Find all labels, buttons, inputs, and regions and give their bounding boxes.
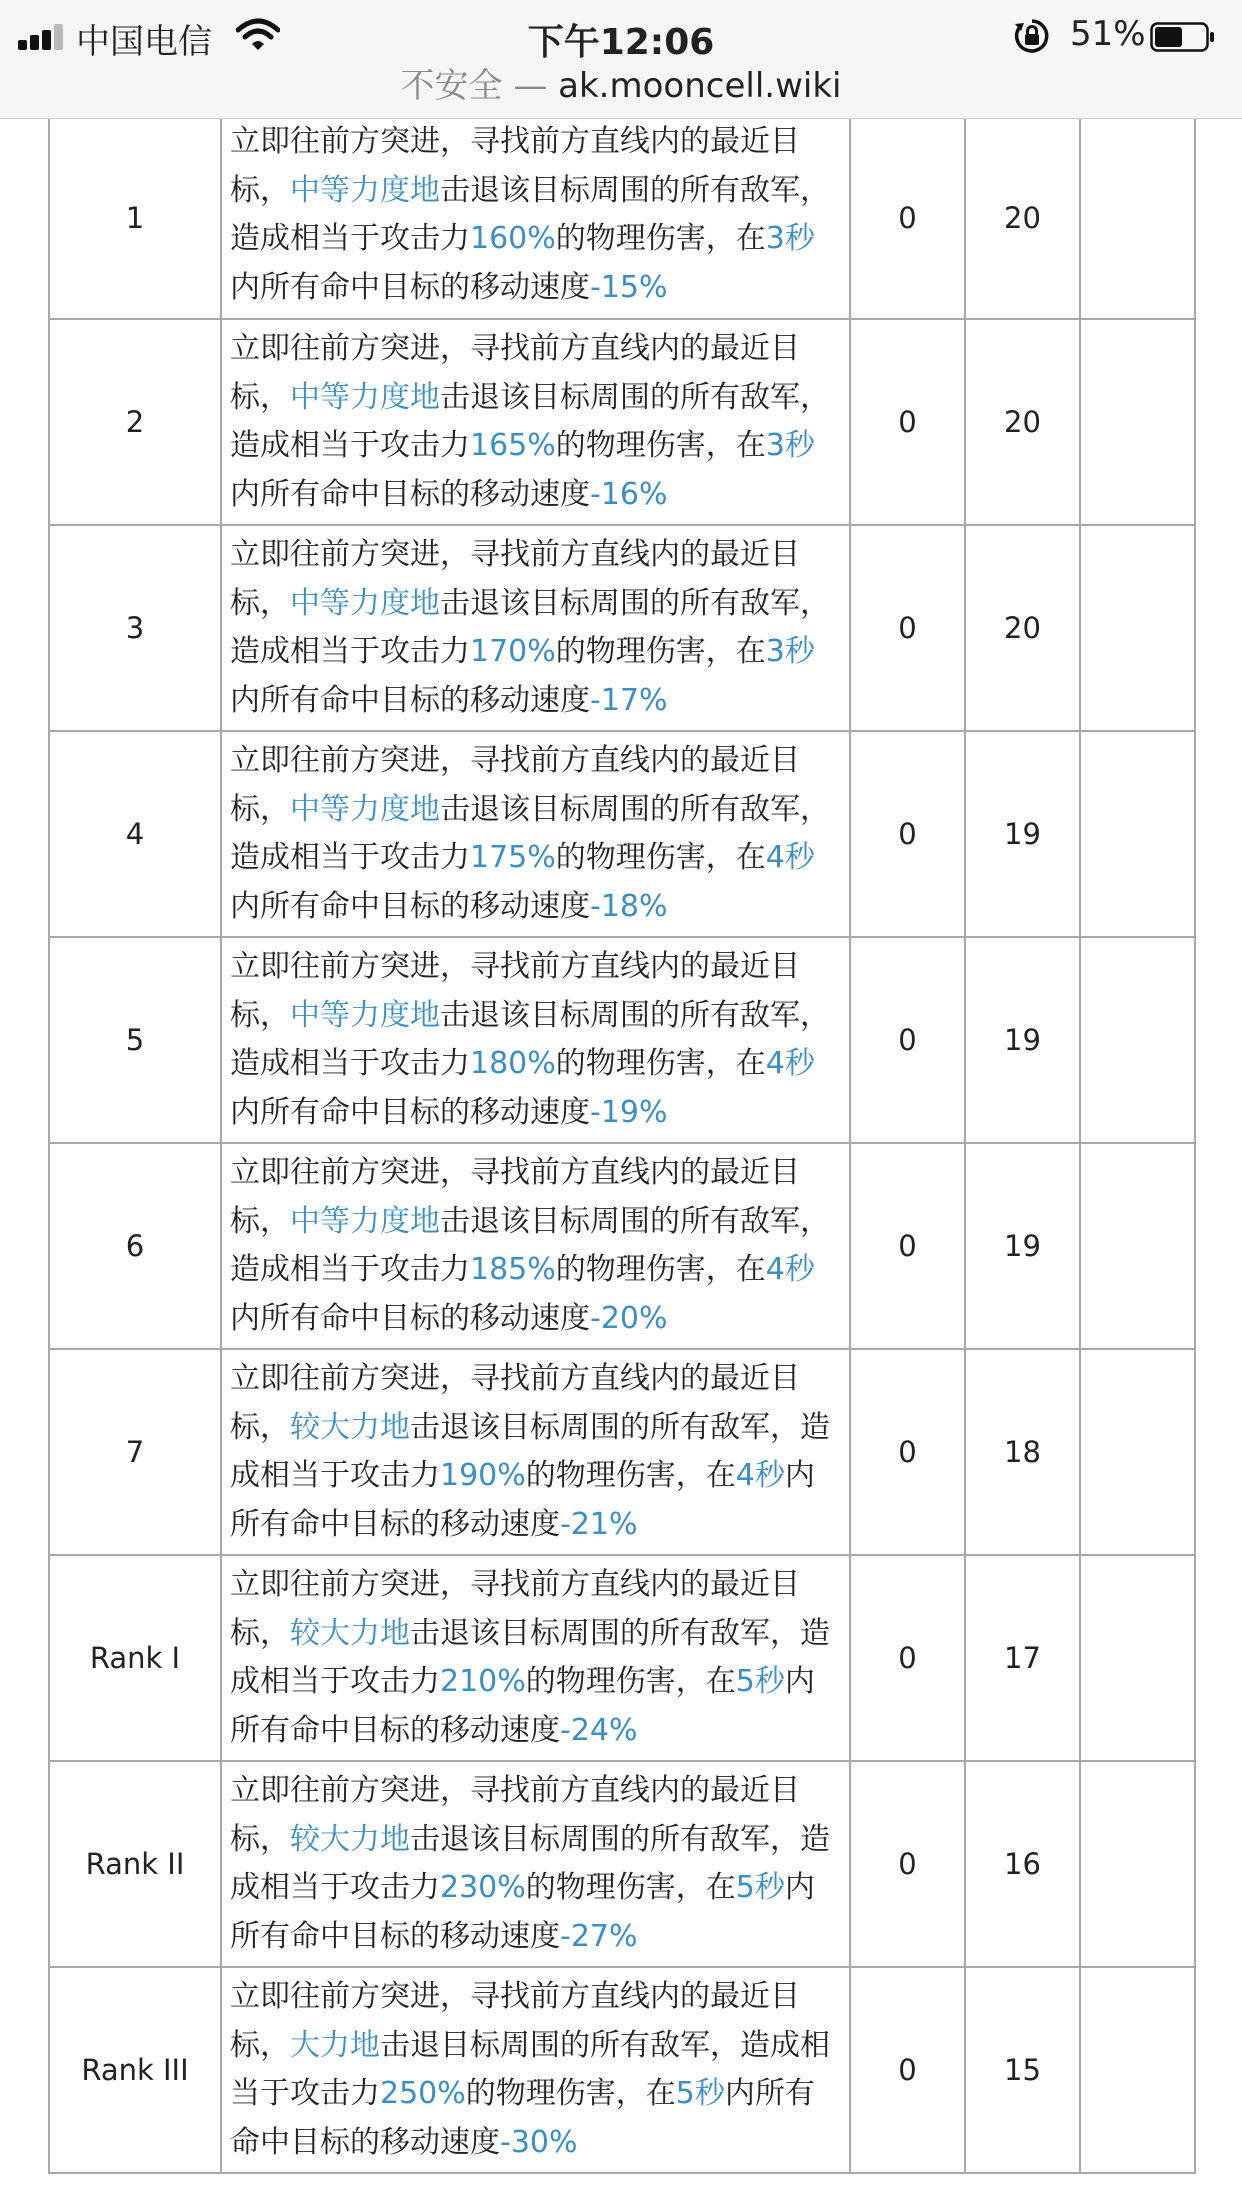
sp-cost-cell: 18 <box>965 1349 1080 1555</box>
highlighted-value: 大力地 <box>290 2027 380 2063</box>
level-cell: Rank III <box>49 1967 221 2173</box>
description-cell <box>221 1555 850 1761</box>
description-text: 的物理伤害，在 <box>555 634 766 669</box>
description-text: 的物理伤害，在 <box>555 1046 766 1081</box>
highlighted-value: -17% <box>590 682 668 718</box>
duration-cell <box>1080 937 1195 1143</box>
level-cell: Rank II <box>49 1761 221 1967</box>
highlighted-value: -15% <box>590 269 668 305</box>
description-text: 立即往前方突进，寻找前方直线内的最近目标， <box>230 949 800 1033</box>
description-text: 的物理伤害，在 <box>555 1252 766 1287</box>
address-bar[interactable] <box>0 58 1242 107</box>
highlighted-value: 185% <box>470 1252 556 1287</box>
table-row <box>49 937 1195 1143</box>
description-text: 击退该目标周围的所有敌军，造成相当于攻击力 <box>230 1409 830 1493</box>
description-text: 内所有命中目标的移动速度 <box>230 1870 815 1954</box>
table-row <box>49 731 1195 937</box>
sp-cost-cell: 20 <box>965 118 1080 319</box>
highlighted-value: 4秒 <box>765 1252 815 1287</box>
duration-cell <box>1080 1349 1195 1555</box>
initial-sp-cell: 0 <box>850 1555 965 1761</box>
description-text: 击退目标周围的所有敌军，造成相当于攻击力 <box>230 2027 830 2111</box>
highlighted-value: 中等力度地 <box>290 997 440 1033</box>
sp-cost-cell: 17 <box>965 1555 1080 1761</box>
description-text: 内所有命中目标的移动速度 <box>230 682 590 718</box>
sp-cost-cell: 19 <box>965 731 1080 937</box>
skill-level-table <box>48 118 1196 2174</box>
description-text: 内所有命中目标的移动速度 <box>230 1094 590 1130</box>
battery-icon <box>1150 22 1216 52</box>
description-cell <box>221 1143 850 1349</box>
description-text: 立即往前方突进，寻找前方直线内的最近目标， <box>230 1361 800 1445</box>
sp-cost-cell: 20 <box>965 525 1080 731</box>
description-text: 内所有命中目标的移动速度 <box>230 1300 590 1336</box>
description-cell <box>221 937 850 1143</box>
description-cell <box>221 1349 850 1555</box>
table-row <box>49 1555 1195 1761</box>
highlighted-value: -21% <box>560 1506 638 1542</box>
duration-cell <box>1080 1967 1195 2173</box>
level-cell: Rank I <box>49 1555 221 1761</box>
description-cell <box>221 118 850 319</box>
initial-sp-cell: 0 <box>850 731 965 937</box>
highlighted-value: 中等力度地 <box>290 379 440 415</box>
sp-cost-cell: 19 <box>965 937 1080 1143</box>
description-text: 击退该目标周围的所有敌军，造成相当于攻击力 <box>230 791 830 875</box>
highlighted-value: -16% <box>590 476 668 512</box>
description-text: 立即往前方突进，寻找前方直线内的最近目标， <box>230 1155 800 1239</box>
highlighted-value: 165% <box>470 428 556 463</box>
highlighted-value: 3秒 <box>765 428 815 463</box>
description-text: 内所有命中目标的移动速度 <box>230 888 590 924</box>
description-text: 立即往前方突进，寻找前方直线内的最近目标， <box>230 124 800 208</box>
duration-cell <box>1080 731 1195 937</box>
initial-sp-cell: 0 <box>850 937 965 1143</box>
highlighted-value: -27% <box>560 1918 638 1954</box>
highlighted-value: 170% <box>470 634 556 669</box>
description-text: 内所有命中目标的移动速度 <box>230 2076 815 2160</box>
description-cell <box>221 1761 850 1967</box>
duration-cell <box>1080 1555 1195 1761</box>
description-text: 立即往前方突进，寻找前方直线内的最近目标， <box>230 1567 800 1651</box>
level-cell: 3 <box>49 525 221 731</box>
initial-sp-cell: 0 <box>850 525 965 731</box>
highlighted-value: 中等力度地 <box>290 1203 440 1239</box>
url-domain: ak.mooncell.wiki <box>558 66 842 106</box>
highlighted-value: 5秒 <box>675 2076 725 2111</box>
description-text: 击退该目标周围的所有敌军，造成相当于攻击力 <box>230 585 830 669</box>
table-row <box>49 319 1195 525</box>
highlighted-value: 较大力地 <box>290 1615 410 1651</box>
highlighted-value: 4秒 <box>765 1046 815 1081</box>
rotation-lock-icon <box>1014 18 1050 54</box>
description-text: 的物理伤害，在 <box>525 1664 736 1699</box>
description-cell <box>221 731 850 937</box>
highlighted-value: 4秒 <box>765 840 815 875</box>
highlighted-value: 中等力度地 <box>290 791 440 827</box>
highlighted-value: 3秒 <box>765 634 815 669</box>
initial-sp-cell: 0 <box>850 118 965 319</box>
description-text: 的物理伤害，在 <box>525 1458 736 1493</box>
level-cell: 6 <box>49 1143 221 1349</box>
description-text: 内所有命中目标的移动速度 <box>230 1458 815 1542</box>
description-text: 立即往前方突进，寻找前方直线内的最近目标， <box>230 537 800 621</box>
highlighted-value: -24% <box>560 1712 638 1748</box>
description-text: 的物理伤害，在 <box>555 840 766 875</box>
level-cell: 7 <box>49 1349 221 1555</box>
security-label: 不安全 <box>400 66 503 106</box>
level-cell: 1 <box>49 118 221 319</box>
browser-top-bar <box>0 0 1242 119</box>
highlighted-value: 210% <box>440 1664 526 1699</box>
description-text: 立即往前方突进，寻找前方直线内的最近目标， <box>230 331 800 415</box>
description-cell <box>221 1967 850 2173</box>
level-cell: 2 <box>49 319 221 525</box>
description-text: 立即往前方突进，寻找前方直线内的最近目标， <box>230 743 800 827</box>
highlighted-value: 较大力地 <box>290 1409 410 1445</box>
description-text: 内所有命中目标的移动速度 <box>230 476 590 512</box>
initial-sp-cell: 0 <box>850 1143 965 1349</box>
description-cell <box>221 525 850 731</box>
description-text: 的物理伤害，在 <box>465 2076 676 2111</box>
table-row <box>49 525 1195 731</box>
highlighted-value: 3秒 <box>765 221 815 256</box>
battery-percentage: 51% <box>1070 14 1146 54</box>
sp-cost-cell: 19 <box>965 1143 1080 1349</box>
level-cell: 4 <box>49 731 221 937</box>
highlighted-value: 4秒 <box>735 1458 785 1493</box>
description-text: 击退该目标周围的所有敌军，造成相当于攻击力 <box>230 172 830 256</box>
skill-level-table-container <box>48 118 1194 2174</box>
description-text: 的物理伤害，在 <box>555 221 766 256</box>
table-row <box>49 1143 1195 1349</box>
carrier-name: 中国电信 <box>76 22 212 62</box>
description-text: 立即往前方突进，寻找前方直线内的最近目标， <box>230 1979 800 2063</box>
sp-cost-cell: 16 <box>965 1761 1080 1967</box>
description-text: 击退该目标周围的所有敌军，造成相当于攻击力 <box>230 997 830 1081</box>
description-text: 内所有命中目标的移动速度 <box>230 269 590 305</box>
description-text: 击退该目标周围的所有敌军，造成相当于攻击力 <box>230 1203 830 1287</box>
highlighted-value: 230% <box>440 1870 526 1905</box>
table-row <box>49 1761 1195 1967</box>
initial-sp-cell: 0 <box>850 1761 965 1967</box>
duration-cell <box>1080 1761 1195 1967</box>
highlighted-value: 190% <box>440 1458 526 1493</box>
initial-sp-cell: 0 <box>850 1349 965 1555</box>
highlighted-value: -19% <box>590 1094 668 1130</box>
highlighted-value: 250% <box>380 2076 466 2111</box>
description-text: 立即往前方突进，寻找前方直线内的最近目标， <box>230 1773 800 1857</box>
table-row <box>49 1967 1195 2173</box>
description-cell <box>221 319 850 525</box>
highlighted-value: 较大力地 <box>290 1821 410 1857</box>
description-text: 击退该目标周围的所有敌军，造成相当于攻击力 <box>230 1821 830 1905</box>
highlighted-value: 中等力度地 <box>290 172 440 208</box>
highlighted-value: 175% <box>470 840 556 875</box>
initial-sp-cell: 0 <box>850 319 965 525</box>
highlighted-value: -20% <box>590 1300 668 1336</box>
duration-cell <box>1080 319 1195 525</box>
highlighted-value: -18% <box>590 888 668 924</box>
highlighted-value: -30% <box>500 2124 578 2160</box>
highlighted-value: 180% <box>470 1046 556 1081</box>
highlighted-value: 中等力度地 <box>290 585 440 621</box>
description-text: 的物理伤害，在 <box>555 428 766 463</box>
description-text: 内所有命中目标的移动速度 <box>230 1664 815 1748</box>
table-row <box>49 118 1195 319</box>
sp-cost-cell: 15 <box>965 1967 1080 2173</box>
duration-cell <box>1080 118 1195 319</box>
status-bar <box>0 6 1242 62</box>
highlighted-value: 160% <box>470 221 556 256</box>
description-text: 击退该目标周围的所有敌军，造成相当于攻击力 <box>230 379 830 463</box>
url-separator: — <box>502 66 559 106</box>
highlighted-value: 5秒 <box>735 1870 785 1905</box>
status-time: 下午12:06 <box>527 22 715 63</box>
description-text: 击退该目标周围的所有敌军，造成相当于攻击力 <box>230 1615 830 1699</box>
highlighted-value: 5秒 <box>735 1664 785 1699</box>
duration-cell <box>1080 1143 1195 1349</box>
level-cell: 5 <box>49 937 221 1143</box>
sp-cost-cell: 20 <box>965 319 1080 525</box>
description-text: 的物理伤害，在 <box>525 1870 736 1905</box>
initial-sp-cell: 0 <box>850 1967 965 2173</box>
duration-cell <box>1080 525 1195 731</box>
table-row <box>49 1349 1195 1555</box>
